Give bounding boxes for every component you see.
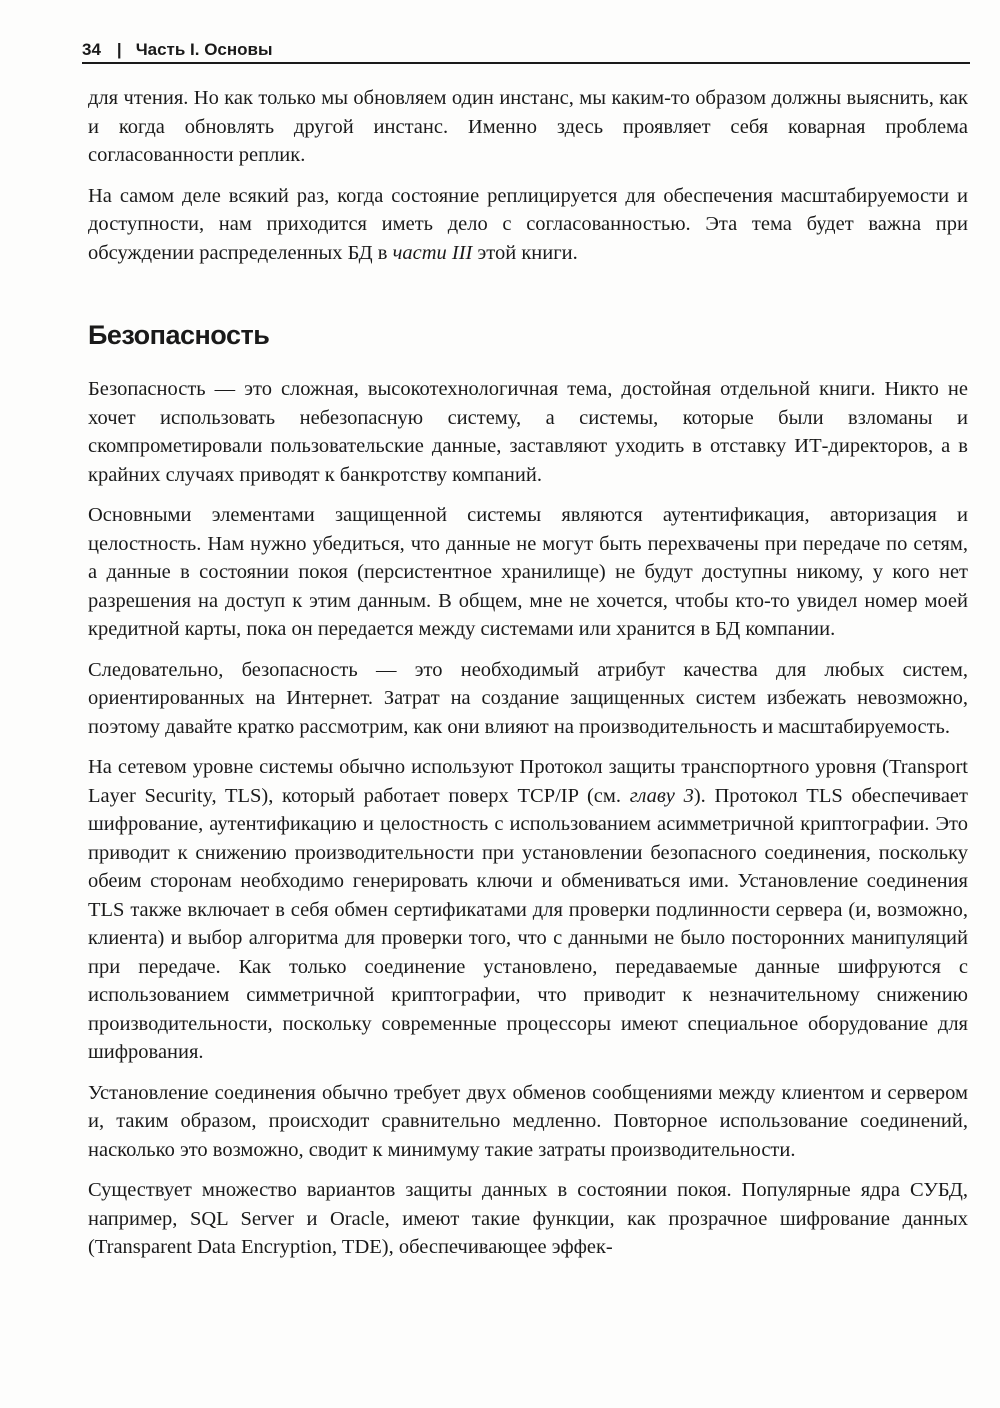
part-title: Часть I. Основы xyxy=(135,40,273,59)
paragraph xyxy=(88,1079,968,1165)
paragraph-text: На самом деле всякий раз, когда состояние реплицируется для обеспечения масштабируемости и доступности, нам приходится иметь дело с согласованностью. Эта тема будет важна при обсуждении распределенных БД в xyxy=(88,184,968,264)
paragraph xyxy=(88,84,968,170)
page-number: 34 xyxy=(82,40,101,59)
chapter-reference: главу 3 xyxy=(629,784,694,807)
paragraph xyxy=(88,182,968,268)
paragraph-text: для чтения. Но как только мы обновляем один инстанс, мы каким-то образом должны выяснить, как и когда обновлять другой инстанс. Именно здесь проявляет себя коварная проблема согласованности реплик. xyxy=(88,87,968,166)
paragraph-text: Существует множество вариантов защиты данных в состоянии покоя. Популярные ядра СУБД, например, SQL Server и Oracle, имеют такие функции, как прозрачное шифрование данных (Transparent Data Encryption, TDE), обеспечивающее эффек- xyxy=(88,1179,968,1258)
paragraph xyxy=(88,501,968,644)
header-separator: | xyxy=(116,40,122,59)
paragraph-text: ). Протокол TLS обеспечивает шифрование, аутентификацию и целостность с использованием асимметричной криптографии. Это приводит к снижению производительности при установлении безопасного соединения, поскольку обеим сторонам необходимо генерировать ключи и обмениваться ими. Установление соединения TLS также включает в себя обмен сертификатами для проверки подлинности сервера (и, возможно, клиента) и выбор алгоритма для проверки того, что с данными не было посторонних манипуляций при передаче. Как только соединение установлено, передаваемые данные шифруются с использованием симметричной криптографии, что приводит к незначительному снижению производительности, поскольку современные процессоры имеют специальное оборудование для шифрования. xyxy=(88,784,968,1063)
paragraph xyxy=(88,753,968,1067)
paragraph-text: Основными элементами защищенной системы являются аутентификация, авторизация и целостность. Нам нужно убедиться, что данные не могут быть перехвачены при передаче по сетям, а данные в состоянии покоя (персистентное хранилище) не будут доступны никому, у кого нет разрешения на доступ к этим данным. В общем, мне не хочется, чтобы кто-то увидел номер моей кредитной карты, пока он передается между системами или хранится в БД компании. xyxy=(88,504,968,640)
paragraph-text: Установление соединения обычно требует двух обменов сообщениями между клиентом и сервером и, таким образом, происходит сравнительно медленно. Повторное использование соединений, насколько это возможно, сводит к минимуму такие затраты производительности. xyxy=(88,1081,968,1161)
part-reference: части III xyxy=(392,241,473,264)
paragraph-text: этой книги. xyxy=(472,241,578,264)
paragraph xyxy=(88,375,968,489)
paragraph-text: Безопасность — это сложная, высокотехнологичная тема, достойная отдельной книги. Никто не хочет использовать небезопасную систему, а системы, которые были взломаны и скомпрометировали пользовательские данные, заставляют уходить в отставку ИТ-директоров, а в крайних случаях приводят к банкротству компаний. xyxy=(88,378,968,486)
paragraph-text: Следовательно, безопасность — это необходимый атрибут качества для любых систем, ориентированных на Интернет. Затрат на создание защищенных систем избежать невозможно, поэтому давайте кратко рассмотрим, как они влияют на производительность и масштабируемость. xyxy=(88,658,968,738)
paragraph xyxy=(88,656,968,742)
page-body xyxy=(88,84,968,1274)
running-header xyxy=(82,38,970,64)
paragraph xyxy=(88,1176,968,1262)
paragraph-text: На сетевом уровне системы обычно используют Протокол защиты транспортного уровня (Transport Layer Security, TLS), который работает поверх TCP/IP (см. xyxy=(88,756,968,807)
section-heading: Безопасность xyxy=(88,320,270,350)
